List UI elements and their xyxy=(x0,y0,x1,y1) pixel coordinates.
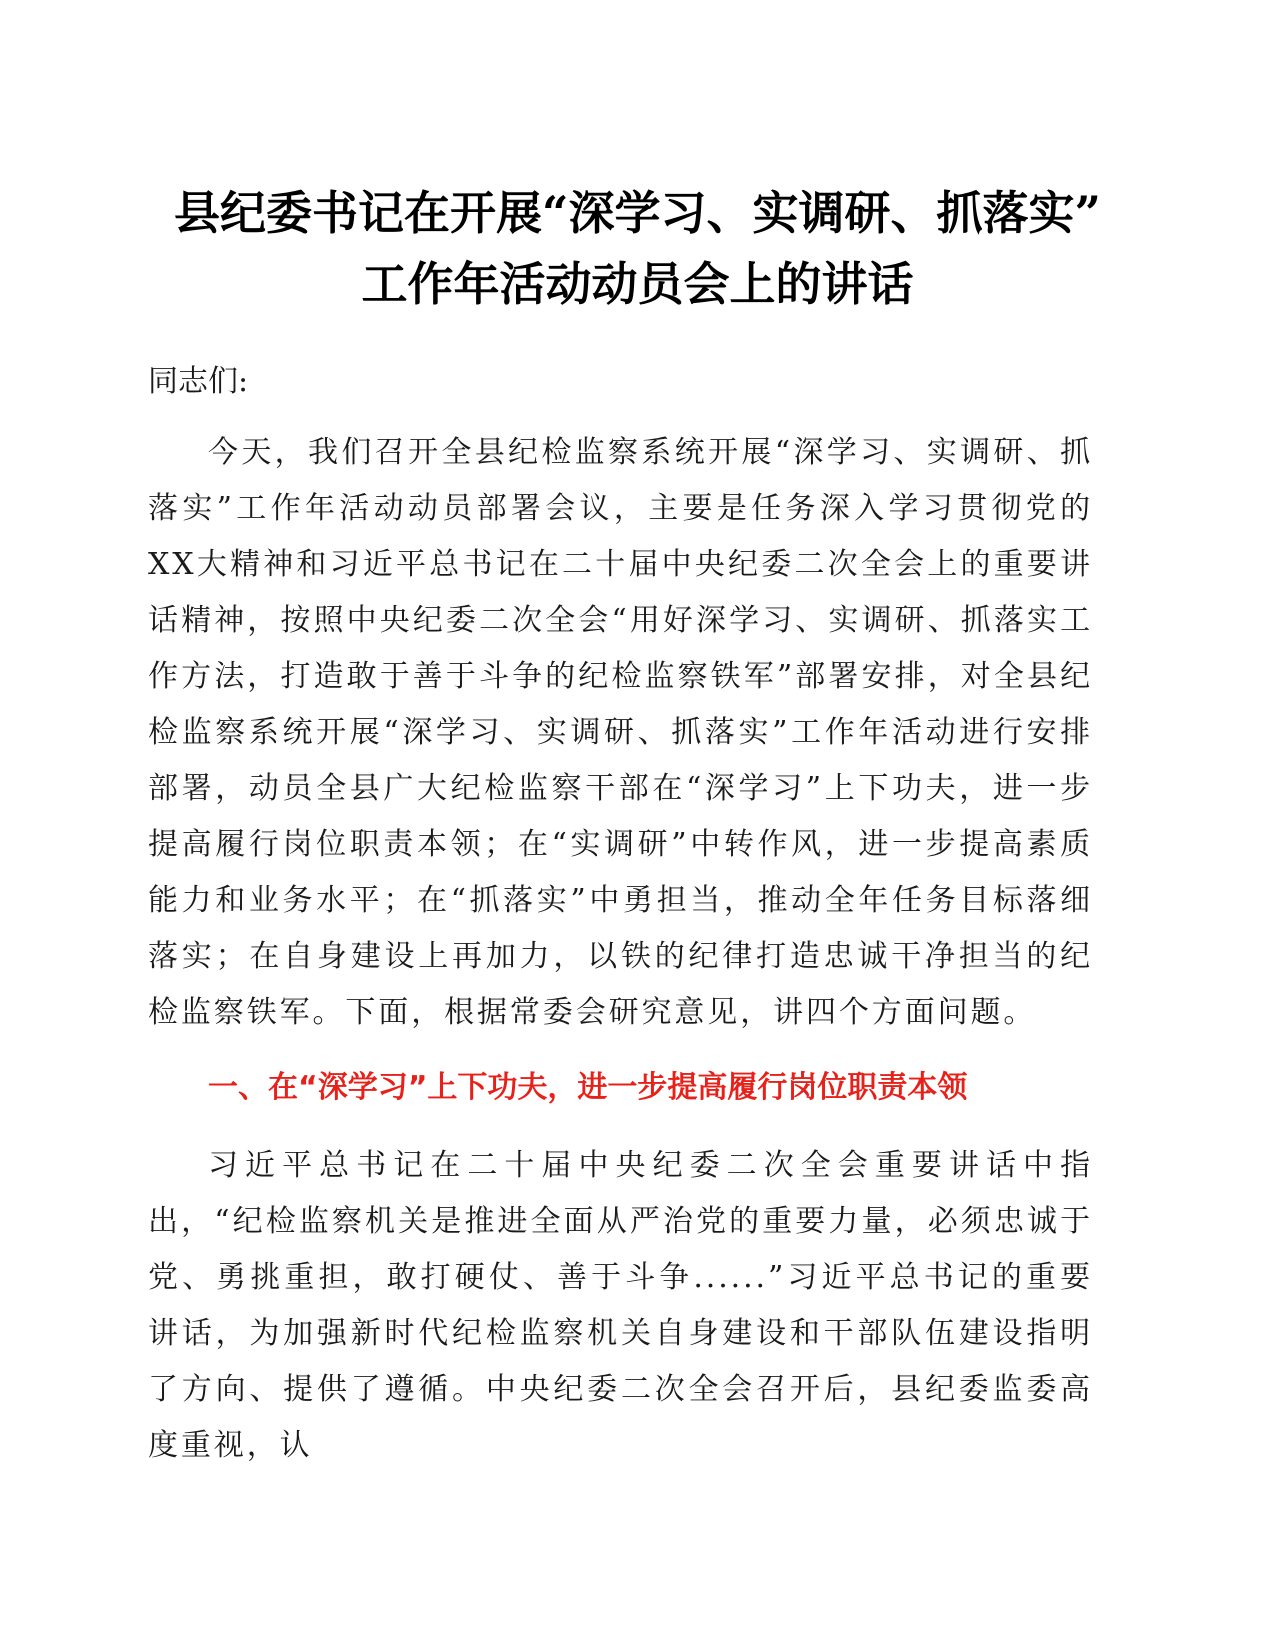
document-title-line-1: 县纪委书记在开展“深学习、实调研、抓落实” xyxy=(174,186,1101,240)
paragraph-section-1: 习近平总书记在二十届中央纪委二次全会重要讲话中指出，“纪检监察机关是推进全面从严治党的重要力量，必须忠诚于党、勇挑重担，敢打硬仗、善于斗争......”习近平总书记的重要讲话，为加强新时代纪检监察机关自身建设和干部队伍建设指明了方向、提供了遵循。中央纪委二次全会召开后，县纪委监委高度重视，认 xyxy=(148,1148,1093,1463)
salutation: 同志们: xyxy=(148,364,249,399)
section-1-heading: 一、在“深学习”上下功夫，进一步提高履行岗位职责本领 xyxy=(208,1070,968,1105)
document-title-line-2: 工作年活动动员会上的讲话 xyxy=(361,257,914,311)
paragraph-intro: 今天，我们召开全县纪检监察系统开展“深学习、实调研、抓落实”工作年活动动员部署会议，主要是任务深入学习贯彻党的XX大精神和习近平总书记在二十届中央纪委二次全会上的重要讲话精神，按照中央纪委二次全会“用好深学习、实调研、抓落实工作方法，打造敢于善于斗争的纪检监察铁军”部署安排，对全县纪检监察系统开展“深学习、实调研、抓落实”工作年活动进行安排部署，动员全县广大纪检监察干部在“深学习”上下功夫，进一步提高履行岗位职责本领；在“实调研”中转作风，进一步提高素质能力和业务水平；在“抓落实”中勇担当，推动全年任务目标落细落实；在自身建设上再加力，以铁的纪律打造忠诚干净担当的纪检监察铁军。下面，根据常委会研究意见，讲四个方面问题。 xyxy=(148,435,1093,1030)
